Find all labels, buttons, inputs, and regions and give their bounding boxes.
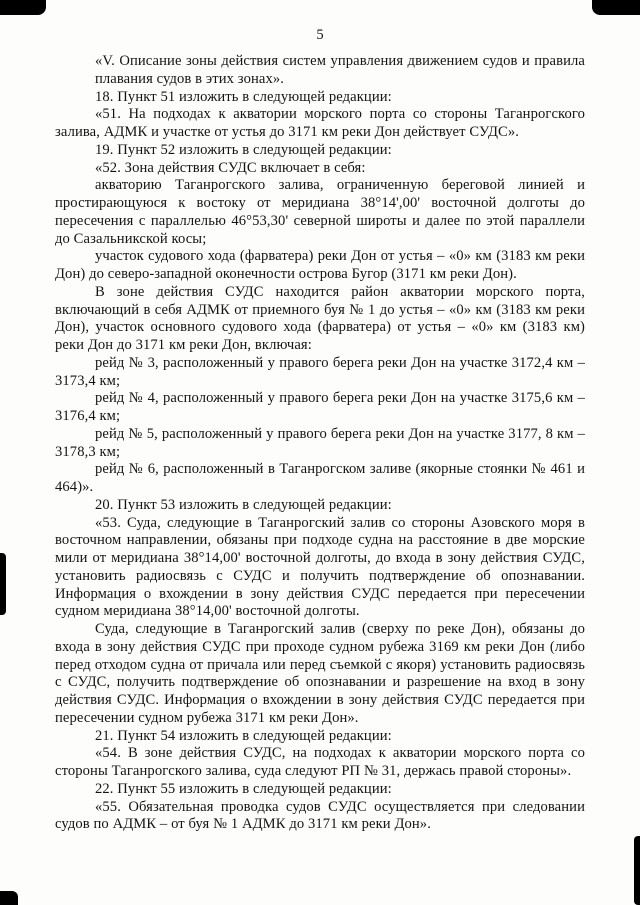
paragraph: «52. Зона действия СУДС включает в себя: bbox=[95, 159, 366, 176]
scan-artifact-top-right bbox=[592, 0, 640, 15]
page-number: 5 bbox=[316, 27, 324, 43]
paragraph: рейд № 5, расположенный у правого берега реки Дон на участке 3177, 8 км – 3178,3 км; bbox=[55, 425, 585, 460]
paragraph: «55. Обязательная проводка судов СУДС осуществляется при следовании судов по АДМК – от буя № 1 АДМК до 3171 км реки Дон». bbox=[55, 798, 585, 833]
document-body bbox=[55, 53, 585, 834]
paragraph: 20. Пункт 53 изложить в следующей редакции: bbox=[95, 496, 392, 513]
paragraph: «53. Суда, следующие в Таганрогский залив со стороны Азовского моря в восточном направлении, обязаны при подходе судна на расстояние в две морские мили от меридиана 38°14,00' восточной долготы, до входа в зону действия СУДС, установить радиосвязь с СУДС и получить подтверждение об опознавании. Информация о вхождении в зону действия СУДС передается при пересечении судном меридиана 38°14,00' восточной долготы. bbox=[55, 514, 585, 620]
paragraph: 19. Пункт 52 изложить в следующей редакции: bbox=[95, 141, 392, 158]
scan-artifact-top-left bbox=[0, 0, 46, 15]
paragraph: «54. В зоне действия СУДС, на подходах к акватории морского порта со стороны Таганрогского залива, суда следуют РП № 31, держась правой стороны». bbox=[55, 745, 585, 779]
scan-artifact-right-edge bbox=[634, 836, 640, 905]
scan-artifact-bottom-left bbox=[0, 891, 18, 905]
paragraph: рейд № 4, расположенный у правого берега реки Дон на участке 3175,6 км – 3176,4 км; bbox=[55, 390, 585, 424]
paragraph: рейд № 6, расположенный в Таганрогском заливе (якорные стоянки № 461 и 464)». bbox=[55, 461, 585, 495]
paragraph: «51. На подходах к акватории морского порта со стороны Таганрогского залива, АДМК и участке от устья до 3171 км реки Дон действует СУДС». bbox=[55, 106, 585, 140]
paragraph: 21. Пункт 54 изложить в следующей редакции: bbox=[95, 727, 392, 744]
paragraph: акваторию Таганрогского залива, ограниченную береговой линией и простирающуюся к востоку от меридиана 38°14',00' восточной долготы до пересечения с параллелью 46°53,30' северной широты и далее по этой параллели до Сазальникской косы; bbox=[55, 177, 585, 247]
paragraph: Суда, следующие в Таганрогский залив (сверху по реке Дон), обязаны до входа в зону действия СУДС при проходе судном рубежа 3169 км реки Дон (либо перед отходом судна от причала или перед съемкой с якоря) установить радиосвязь с СУДС, получить подтверждение об опознавании и разрешение на вход в зону действия СУДС. Информация о вхождении в зону действия СУДС передается при пересечении судном рубежа 3171 км реки Дон». bbox=[55, 621, 585, 726]
paragraph: 22. Пункт 55 изложить в следующей редакции: bbox=[95, 780, 392, 797]
paragraph: участок судового хода (фарватера) реки Дон от устья – «0» км (3183 км реки Дон) до северо-западной оконечности острова Бугор (3171 км реки Дон). bbox=[55, 248, 585, 282]
paragraph: «V. Описание зоны действия систем управления движением судов и правила плавания судов в этих зонах». bbox=[95, 53, 585, 87]
paragraph: В зоне действия СУДС находится район акватории морского порта, включающий в себя АДМК от приемного буя № 1 до устья – «0» км (3183 км реки Дон), участок основного судового хода (фарватера) от устья – «0» км (3183 км) реки Дон до 3171 км реки Дон, включая: bbox=[55, 283, 585, 353]
scan-artifact-left-edge bbox=[0, 553, 6, 615]
paragraph: 18. Пункт 51 изложить в следующей редакции: bbox=[95, 88, 392, 105]
paragraph: рейд № 3, расположенный у правого берега реки Дон на участке 3172,4 км – 3173,4 км; bbox=[55, 354, 585, 389]
